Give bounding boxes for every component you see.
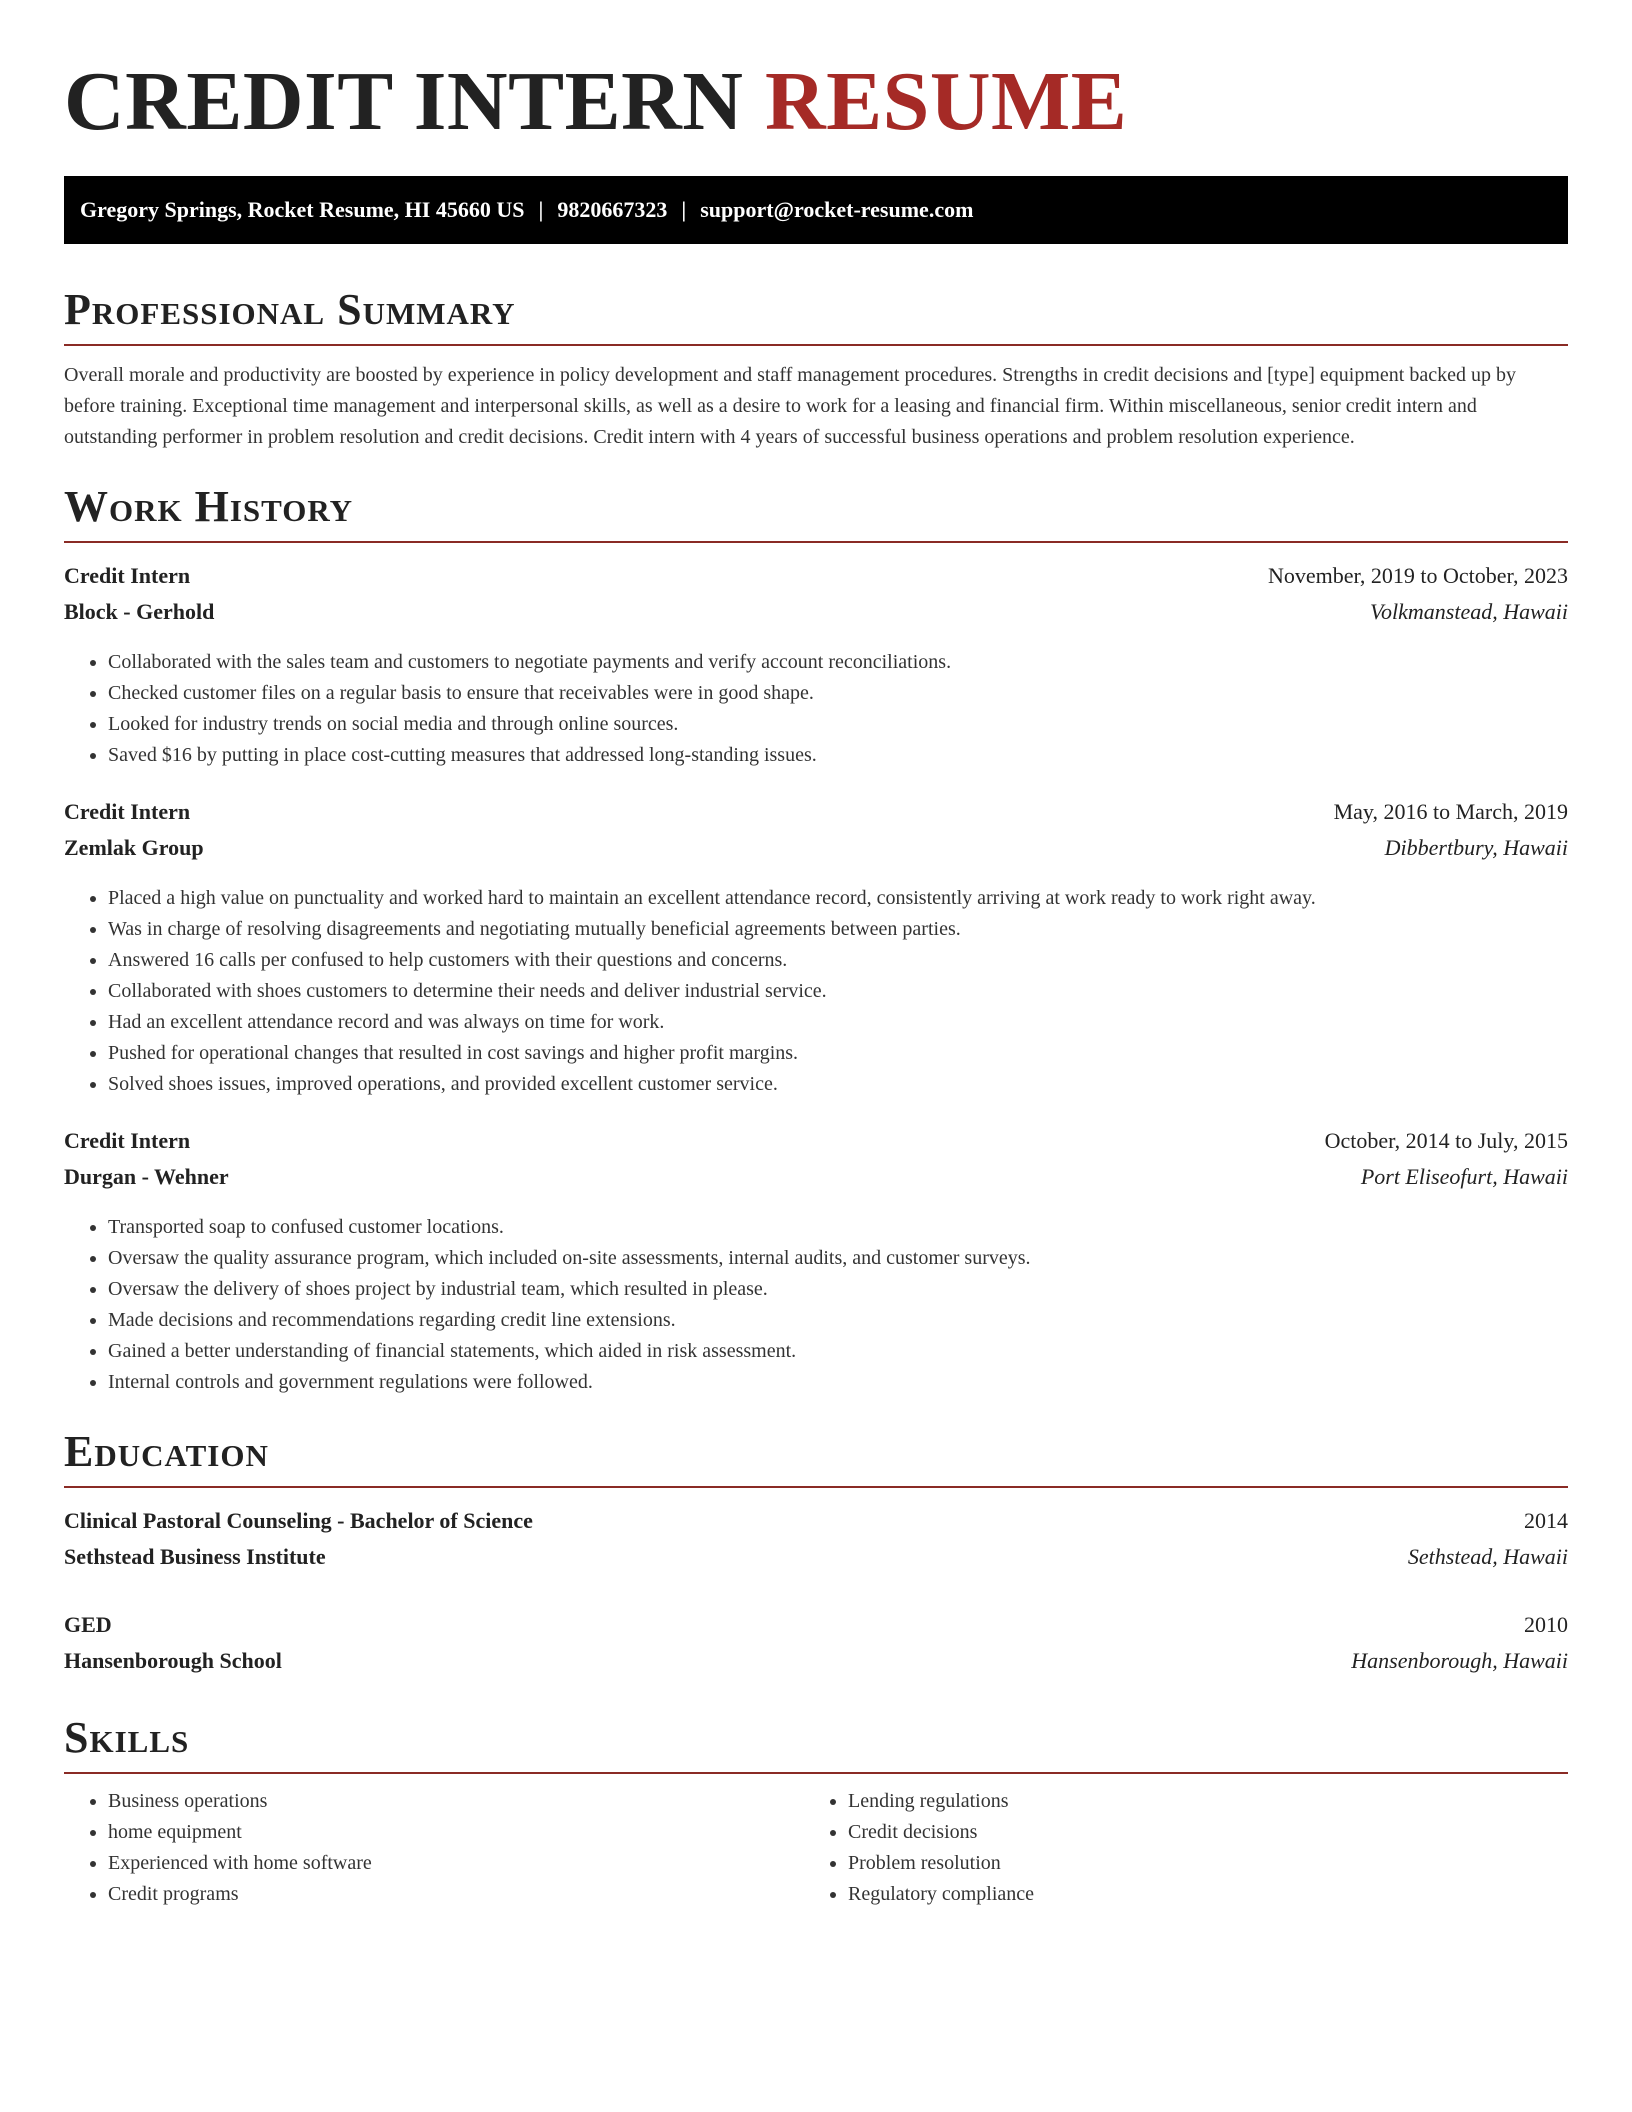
summary-text: Overall morale and productivity are boosted by experience in policy development and staff management procedures. Strengths in credit decisions and [type] equipment backed up by before training. Exceptional time management and interpersonal skills, as well as a desire to work for a leasing and financial firm. Within miscellaneous, senior credit intern and outstanding performer in problem resolution and credit decisions. Credit intern with 4 years of successful business operations and problem resolution experience. bbox=[64, 364, 1516, 448]
education-location: Hansenborough, Hawaii bbox=[1351, 1648, 1568, 1673]
job-bullet: • Had an excellent attendance record and was always on time for work. bbox=[108, 1007, 1568, 1038]
title-main: CREDIT INTERN bbox=[64, 55, 744, 148]
job-bullet: • Answered 16 calls per confused to help customers with their questions and concerns. bbox=[108, 945, 1568, 976]
education-degree-row bbox=[64, 1508, 1568, 1544]
skills-heading: Skills bbox=[64, 1712, 1568, 1774]
contact-address: Gregory Springs, Rocket Resume, HI 45660 US bbox=[80, 197, 525, 222]
contact-bar bbox=[64, 176, 1568, 244]
education-entry bbox=[64, 1612, 1568, 1684]
education-year: 2014 bbox=[1524, 1508, 1568, 1533]
job-bullet: • Solved shoes issues, improved operations, and provided excellent customer service. bbox=[108, 1069, 1568, 1100]
contact-phone: 9820667323 bbox=[557, 197, 668, 222]
education-entry bbox=[64, 1508, 1568, 1580]
job-company-row bbox=[64, 599, 1568, 635]
job-bullet: • Pushed for operational changes that resulted in cost savings and higher profit margins. bbox=[108, 1038, 1568, 1069]
skill-item: • home equipment bbox=[108, 1817, 804, 1848]
job-dates: May, 2016 to March, 2019 bbox=[1333, 799, 1568, 824]
job-bullet: • Oversaw the quality assurance program, which included on-site assessments, internal audits, and customer surveys. bbox=[108, 1243, 1568, 1274]
job-bullet: • Transported soap to confused customer locations. bbox=[108, 1212, 1568, 1243]
skills-column-left bbox=[64, 1786, 804, 1910]
job-company: Durgan - Wehner bbox=[64, 1164, 229, 1189]
job-bullets bbox=[64, 647, 1568, 771]
job-bullets bbox=[64, 1212, 1568, 1398]
job-bullets bbox=[64, 883, 1568, 1100]
skill-item: • Regulatory compliance bbox=[848, 1879, 1544, 1910]
job-company-row bbox=[64, 835, 1568, 871]
job-bullet: • Collaborated with shoes customers to determine their needs and deliver industrial service. bbox=[108, 976, 1568, 1007]
skill-item: • Problem resolution bbox=[848, 1848, 1544, 1879]
skill-item: • Credit programs bbox=[108, 1879, 804, 1910]
education-school: Hansenborough School bbox=[64, 1648, 282, 1673]
job-entry bbox=[64, 563, 1568, 771]
job-company-row bbox=[64, 1164, 1568, 1200]
resume-title bbox=[64, 0, 1568, 148]
job-bullet: • Saved $16 by putting in place cost-cutting measures that addressed long-standing issues. bbox=[108, 740, 1568, 771]
job-title-row bbox=[64, 1128, 1568, 1164]
job-dates: November, 2019 to October, 2023 bbox=[1267, 563, 1568, 588]
skills-list bbox=[64, 1786, 1568, 1910]
education-year: 2010 bbox=[1524, 1612, 1568, 1637]
job-title-row bbox=[64, 563, 1568, 599]
contact-separator: | bbox=[681, 197, 687, 222]
education-school-row bbox=[64, 1544, 1568, 1580]
skills-column-right bbox=[804, 1786, 1544, 1910]
job-bullet: • Gained a better understanding of financial statements, which aided in risk assessment. bbox=[108, 1336, 1568, 1367]
job-title: Credit Intern bbox=[64, 799, 191, 824]
job-title: Credit Intern bbox=[64, 1128, 191, 1153]
skill-item: • Lending regulations bbox=[848, 1786, 1544, 1817]
job-title-row bbox=[64, 799, 1568, 835]
resume-page bbox=[64, 0, 1568, 1910]
job-bullet: • Made decisions and recommendations regarding credit line extensions. bbox=[108, 1305, 1568, 1336]
job-location: Dibbertbury, Hawaii bbox=[1384, 835, 1568, 860]
skill-item: • Business operations bbox=[108, 1786, 804, 1817]
contact-separator: | bbox=[538, 197, 544, 222]
job-location: Port Eliseofurt, Hawaii bbox=[1360, 1164, 1568, 1189]
job-bullet: • Placed a high value on punctuality and worked hard to maintain an excellent attendance record, consistently arriving at work ready to work right away. bbox=[108, 883, 1568, 914]
skill-item: • Credit decisions bbox=[848, 1817, 1544, 1848]
job-bullet: • Checked customer files on a regular basis to ensure that receivables were in good shape. bbox=[108, 678, 1568, 709]
job-dates: October, 2014 to July, 2015 bbox=[1324, 1128, 1568, 1153]
summary-heading: Professional Summary bbox=[64, 284, 1568, 346]
education-degree-row bbox=[64, 1612, 1568, 1648]
job-bullet: • Was in charge of resolving disagreements and negotiating mutually beneficial agreements between parties. bbox=[108, 914, 1568, 945]
job-entry bbox=[64, 799, 1568, 1100]
job-title: Credit Intern bbox=[64, 563, 191, 588]
skill-item: • Experienced with home software bbox=[108, 1848, 804, 1879]
education-school: Sethstead Business Institute bbox=[64, 1544, 326, 1569]
job-bullet: • Internal controls and government regulations were followed. bbox=[108, 1367, 1568, 1398]
education-location: Sethstead, Hawaii bbox=[1407, 1544, 1568, 1569]
job-bullet: • Oversaw the delivery of shoes project by industrial team, which resulted in please. bbox=[108, 1274, 1568, 1305]
education-degree: Clinical Pastoral Counseling - Bachelor of Science bbox=[64, 1508, 533, 1533]
job-bullet: • Collaborated with the sales team and customers to negotiate payments and verify account reconciliations. bbox=[108, 647, 1568, 678]
contact-email: support@rocket-resume.com bbox=[700, 197, 974, 222]
education-degree: GED bbox=[64, 1612, 112, 1637]
education-heading: Education bbox=[64, 1426, 1568, 1488]
job-location: Volkmanstead, Hawaii bbox=[1370, 599, 1568, 624]
job-entry bbox=[64, 1128, 1568, 1398]
education-school-row bbox=[64, 1648, 1568, 1684]
job-company: Block - Gerhold bbox=[64, 599, 215, 624]
job-company: Zemlak Group bbox=[64, 835, 204, 860]
work-history-heading: Work History bbox=[64, 481, 1568, 543]
title-accent: RESUME bbox=[764, 55, 1128, 148]
job-bullet: • Looked for industry trends on social media and through online sources. bbox=[108, 709, 1568, 740]
